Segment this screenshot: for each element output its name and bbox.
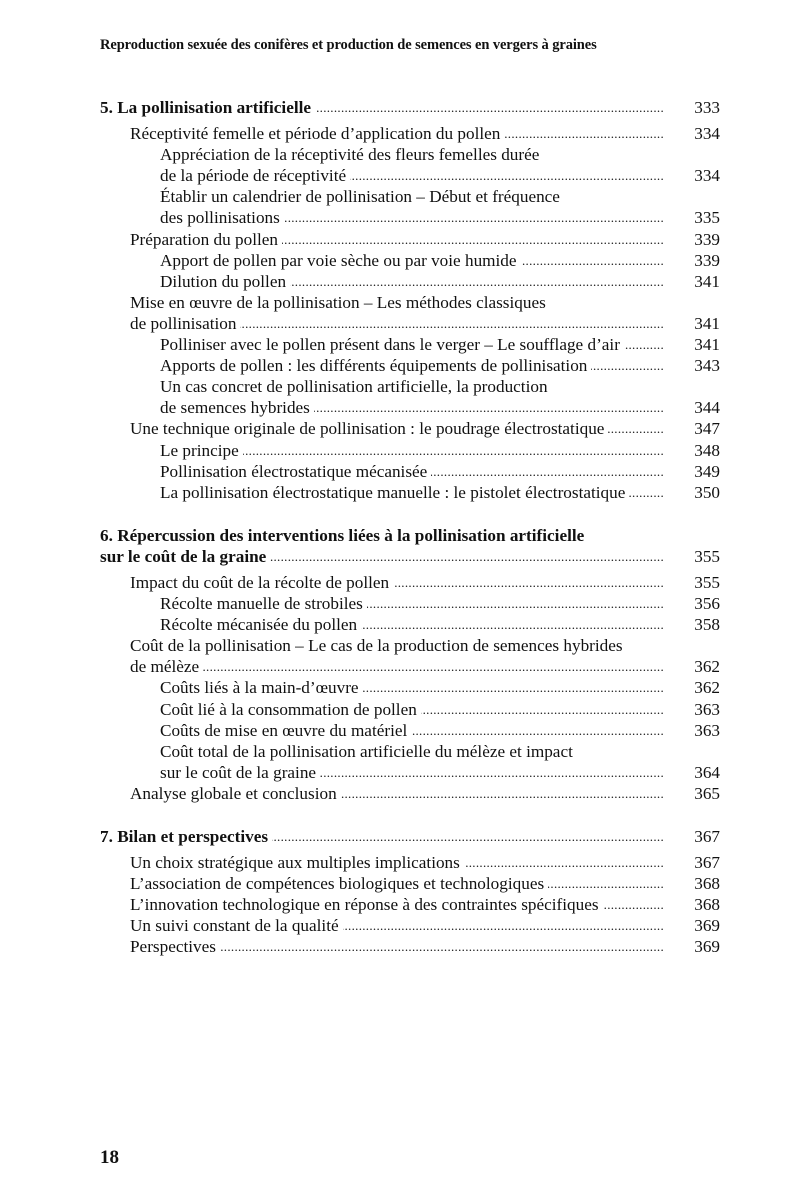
toc-entry-title: Analyse globale et conclusion xyxy=(130,783,337,803)
toc-entry-title: Polliniser avec le pollen présent dans le verger – Le soufflage d’air xyxy=(160,335,620,355)
toc-entry[interactable] xyxy=(100,229,720,250)
dot-leader xyxy=(367,593,664,614)
toc-entry[interactable] xyxy=(100,614,720,635)
toc-page-number: 341 xyxy=(694,335,720,355)
toc-entry[interactable] xyxy=(100,482,720,503)
toc-page-number: 344 xyxy=(694,398,720,418)
dot-leader xyxy=(548,873,664,894)
toc-page-number: 355 xyxy=(694,546,720,566)
toc-entry[interactable] xyxy=(100,852,720,873)
toc-entry-title: 7. Bilan et perspectives xyxy=(100,827,269,846)
toc-entry[interactable] xyxy=(100,677,720,698)
dot-leader xyxy=(282,229,664,250)
toc-entry-title: de pollinisation xyxy=(130,313,237,333)
toc-page-number: 350 xyxy=(694,482,720,502)
toc-section xyxy=(100,97,720,503)
toc-entry-title: sur le coût de la graine xyxy=(160,762,317,782)
toc-entry-title: Récolte manuelle de strobiles xyxy=(160,594,363,614)
dot-leader xyxy=(350,165,664,186)
toc-section xyxy=(100,826,720,958)
toc-entry-title: Coût de la pollinisation – Le cas de la production de semences hybrides xyxy=(130,636,623,656)
toc-entry[interactable] xyxy=(100,144,720,186)
toc-entry-title: 5. La pollinisation artificielle xyxy=(100,98,312,117)
toc-entry-title: Un choix stratégique aux multiples implications xyxy=(130,853,460,873)
dot-leader xyxy=(411,720,664,741)
toc-entry-title: Réceptivité femelle et période d’application du pollen xyxy=(130,124,501,144)
dot-leader xyxy=(603,894,664,915)
toc-page-number: 356 xyxy=(694,594,720,614)
dot-leader xyxy=(591,355,664,376)
dot-leader xyxy=(220,936,664,957)
toc-page-number: 341 xyxy=(694,271,720,291)
dot-leader xyxy=(315,97,664,118)
toc-entry-title: Un suivi constant de la qualité xyxy=(130,916,339,936)
toc-entry[interactable] xyxy=(100,440,720,461)
toc-page-number: 347 xyxy=(694,419,720,439)
toc-entry-title: L’innovation technologique en réponse à des contraintes spécifiques xyxy=(130,895,599,915)
toc-entry-title: Appréciation de la réceptivité des fleurs femelles durée xyxy=(160,145,540,165)
toc-entry-title: de semences hybrides xyxy=(160,398,310,418)
toc-entry-title: Coût lié à la consommation de pollen xyxy=(160,699,417,719)
dot-leader xyxy=(272,826,664,847)
toc-entry[interactable] xyxy=(100,635,720,677)
dot-leader xyxy=(363,677,664,698)
toc-entry-title: Apport de pollen par voie sèche ou par voie humide xyxy=(160,250,517,270)
toc-entry-title: Coûts liés à la main-d’œuvre xyxy=(160,678,359,698)
toc-entry-title: Impact du coût de la récolte de pollen xyxy=(130,572,390,592)
toc-page-number: 369 xyxy=(694,916,720,936)
toc-entry-title: Un cas concret de pollinisation artificielle, la production xyxy=(160,377,548,397)
toc-entry-title: L’association de compétences biologiques et technologiques xyxy=(130,874,545,894)
toc-entry[interactable] xyxy=(100,894,720,915)
toc-section xyxy=(100,525,720,804)
running-header: Reproduction sexuée des conifères et production de semences en vergers à graines xyxy=(100,37,597,53)
toc-entry-title: sur le coût de la graine xyxy=(100,546,267,566)
dot-leader xyxy=(521,250,664,271)
toc-page-number: 334 xyxy=(694,124,720,144)
toc-entry[interactable] xyxy=(100,376,720,418)
toc-page-number: 362 xyxy=(694,657,720,677)
toc-entry[interactable] xyxy=(100,418,720,439)
toc-entry[interactable] xyxy=(100,186,720,228)
dot-leader xyxy=(629,482,664,503)
toc-entry-title: Préparation du pollen xyxy=(130,229,278,249)
dot-leader xyxy=(393,572,664,593)
toc-entry[interactable] xyxy=(100,250,720,271)
toc-page-number: 335 xyxy=(694,208,720,228)
toc-entry[interactable] xyxy=(100,123,720,144)
toc-page-number: 339 xyxy=(694,250,720,270)
dot-leader xyxy=(314,397,664,418)
toc-entry-title: de la période de réceptivité xyxy=(160,166,347,186)
toc-page-number: 333 xyxy=(694,98,720,117)
toc-entry[interactable] xyxy=(100,915,720,936)
toc-entry-title: 6. Répercussion des interventions liées à la pollinisation artificielle xyxy=(100,525,585,545)
toc-entry-title: Établir un calendrier de pollinisation – Début et fréquence xyxy=(160,187,560,207)
dot-leader xyxy=(608,418,664,439)
dot-leader xyxy=(343,915,664,936)
toc-entry-title: Coûts de mise en œuvre du matériel xyxy=(160,720,408,740)
toc-entry-title: Perspectives xyxy=(130,937,216,957)
toc-page-number: 339 xyxy=(694,229,720,249)
toc-entry[interactable] xyxy=(100,461,720,482)
toc-page-number: 343 xyxy=(694,356,720,376)
dot-leader xyxy=(464,852,664,873)
dot-leader xyxy=(284,207,664,228)
toc-page-number: 362 xyxy=(694,678,720,698)
toc-page-number: 348 xyxy=(694,440,720,460)
dot-leader xyxy=(290,271,664,292)
toc-page-number: 365 xyxy=(694,783,720,803)
dot-leader xyxy=(270,546,664,567)
dot-leader xyxy=(361,614,664,635)
dot-leader xyxy=(421,699,664,720)
page-number: 18 xyxy=(100,1147,119,1168)
toc-entry[interactable] xyxy=(100,936,720,957)
toc-entry-title: La pollinisation électrostatique manuelle : le pistolet électrostatique xyxy=(160,482,626,502)
toc-entry-title: Le principe xyxy=(160,440,239,460)
toc-entry[interactable] xyxy=(100,292,720,334)
dot-leader xyxy=(203,656,664,677)
toc-page-number: 358 xyxy=(694,615,720,635)
toc-entry[interactable] xyxy=(100,783,720,804)
toc-entry-title: Une technique originale de pollinisation : le poudrage électrostatique xyxy=(130,419,605,439)
toc-entry[interactable] xyxy=(100,593,720,614)
toc-entry-title: de mélèze xyxy=(130,657,200,677)
toc-page-number: 363 xyxy=(694,699,720,719)
toc-page-number: 363 xyxy=(694,720,720,740)
toc-entry[interactable] xyxy=(100,355,720,376)
dot-leader xyxy=(320,762,664,783)
dot-leader xyxy=(341,783,664,804)
toc-page-number: 355 xyxy=(694,572,720,592)
toc-chapter-entry[interactable] xyxy=(100,525,720,567)
dot-leader xyxy=(243,440,664,461)
toc-page-number: 341 xyxy=(694,313,720,333)
dot-leader xyxy=(431,461,664,482)
toc-entry-title: Récolte mécanisée du pollen xyxy=(160,615,358,635)
toc-entry[interactable] xyxy=(100,720,720,741)
toc-entry-title: Dilution du pollen xyxy=(160,271,287,291)
toc-entry-title: des pollinisations xyxy=(160,208,280,228)
toc-page-number: 349 xyxy=(694,461,720,481)
toc-page-number: 368 xyxy=(694,895,720,915)
toc-chapter-entry[interactable] xyxy=(100,97,720,118)
toc-entry-title: Apports de pollen : les différents équipements de pollinisation xyxy=(160,356,588,376)
toc-page-number: 367 xyxy=(694,853,720,873)
toc-page-number: 367 xyxy=(694,827,720,846)
toc-entry[interactable] xyxy=(100,741,720,783)
toc-page-number: 334 xyxy=(694,166,720,186)
dot-leader xyxy=(504,123,664,144)
toc-entry[interactable] xyxy=(100,334,720,355)
toc-page-number: 369 xyxy=(694,937,720,957)
toc-entry[interactable] xyxy=(100,873,720,894)
toc-entry[interactable] xyxy=(100,572,720,593)
toc-chapter-entry[interactable] xyxy=(100,826,720,847)
toc-entry-title: Mise en œuvre de la pollinisation – Les méthodes classiques xyxy=(130,292,546,312)
table-of-contents xyxy=(100,97,720,980)
toc-page-number: 368 xyxy=(694,874,720,894)
toc-page-number: 364 xyxy=(694,762,720,782)
toc-entry-title: Coût total de la pollinisation artificielle du mélèze et impact xyxy=(160,741,573,761)
toc-entry[interactable] xyxy=(100,699,720,720)
dot-leader xyxy=(624,334,664,355)
dot-leader xyxy=(240,313,664,334)
toc-entry[interactable] xyxy=(100,271,720,292)
toc-entry-title: Pollinisation électrostatique mécanisée xyxy=(160,461,428,481)
